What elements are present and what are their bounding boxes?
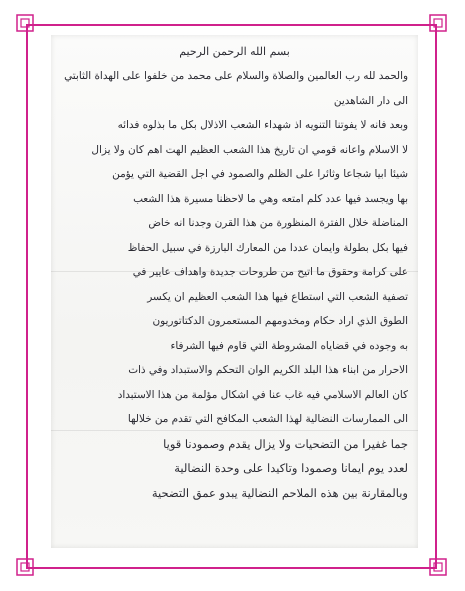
- corner-ornament-bottom-left: [16, 558, 34, 576]
- letter-line: كان العالم الاسلامي فيه غاب عنا في اشكال مؤلمة من هذا الاستبداد: [117, 388, 408, 401]
- corner-ornament-bottom-right: [429, 558, 447, 576]
- letter-line: والحمد لله رب العالمين والصلاة والسلام على محمد من خلفوا على الهداة الثابتي: [64, 70, 408, 82]
- letter-line: على كرامة وحقوق ما اتيح من طروحات جديدة واهداف عايير في: [132, 266, 408, 278]
- corner-ornament-top-right: [429, 14, 447, 32]
- letter-line: شيئا ابيا شجاعا وثائرا على الظلم والصمود في اجل القضية التي يؤمن: [112, 168, 408, 180]
- letter-line: بها ويجسد فيها عدد كلم امتعه وهي ما لاحظنا مسيرة هذا الشعب: [133, 192, 408, 205]
- letter-body: [61, 43, 408, 505]
- letter-line: به وجوده في قضاياه المشروطة التي قاوم فيها الشرفاء: [170, 339, 408, 352]
- letter-line: لا الاسلام واعانه قومي ان تاريخ هذا الشعب العظيم الهت اهم كان ولا يزال: [91, 143, 408, 156]
- letter-line: لعدد يوم ايمانا وصمودا وتاكيدا على وحدة النضالية: [174, 461, 408, 475]
- letter-line: الاحرار من ابناء هذا البلد الكريم الوان التحكم والاستبداد وفي ذات: [128, 364, 408, 376]
- letter-line: الطوق الذي اراد حكام ومخدومهم المستعمرون الدكتاتوريون: [152, 315, 408, 327]
- scanned-letter: [51, 35, 418, 548]
- letter-line: وبعد فانه لا يفوتنا التنويه اذ شهداء الشعب الاذلال بكل ما بذلوه فدائه: [117, 119, 408, 131]
- letter-line: تصفية الشعب التي استطاع فيها هذا الشعب العظيم ان يكسر: [147, 290, 408, 303]
- corner-ornament-top-left: [16, 14, 34, 32]
- letter-line: الى الممارسات النضالية لهذا الشعب المكافح التي تقدم من خلالها: [127, 413, 408, 425]
- letter-line: وبالمقارنة بين هذه الملاحم النضالية يبدو عمق التضحية: [151, 485, 408, 500]
- basmala-heading: بسم الله الرحمن الرحيم: [179, 45, 290, 58]
- letter-line: المناضلة خلال الفترة المنظورة من هذا القرن وجدنا انه خاض: [148, 217, 408, 229]
- letter-line: جما غفيرا من التضحيات ولا يزال يقدم وصمودنا قويا: [163, 436, 408, 451]
- letter-line: فيها بكل بطولة وايمان عددا من المعارك البارزة في سبيل الحفاظ: [127, 241, 408, 254]
- letter-line: الى دار الشاهدين: [333, 94, 408, 107]
